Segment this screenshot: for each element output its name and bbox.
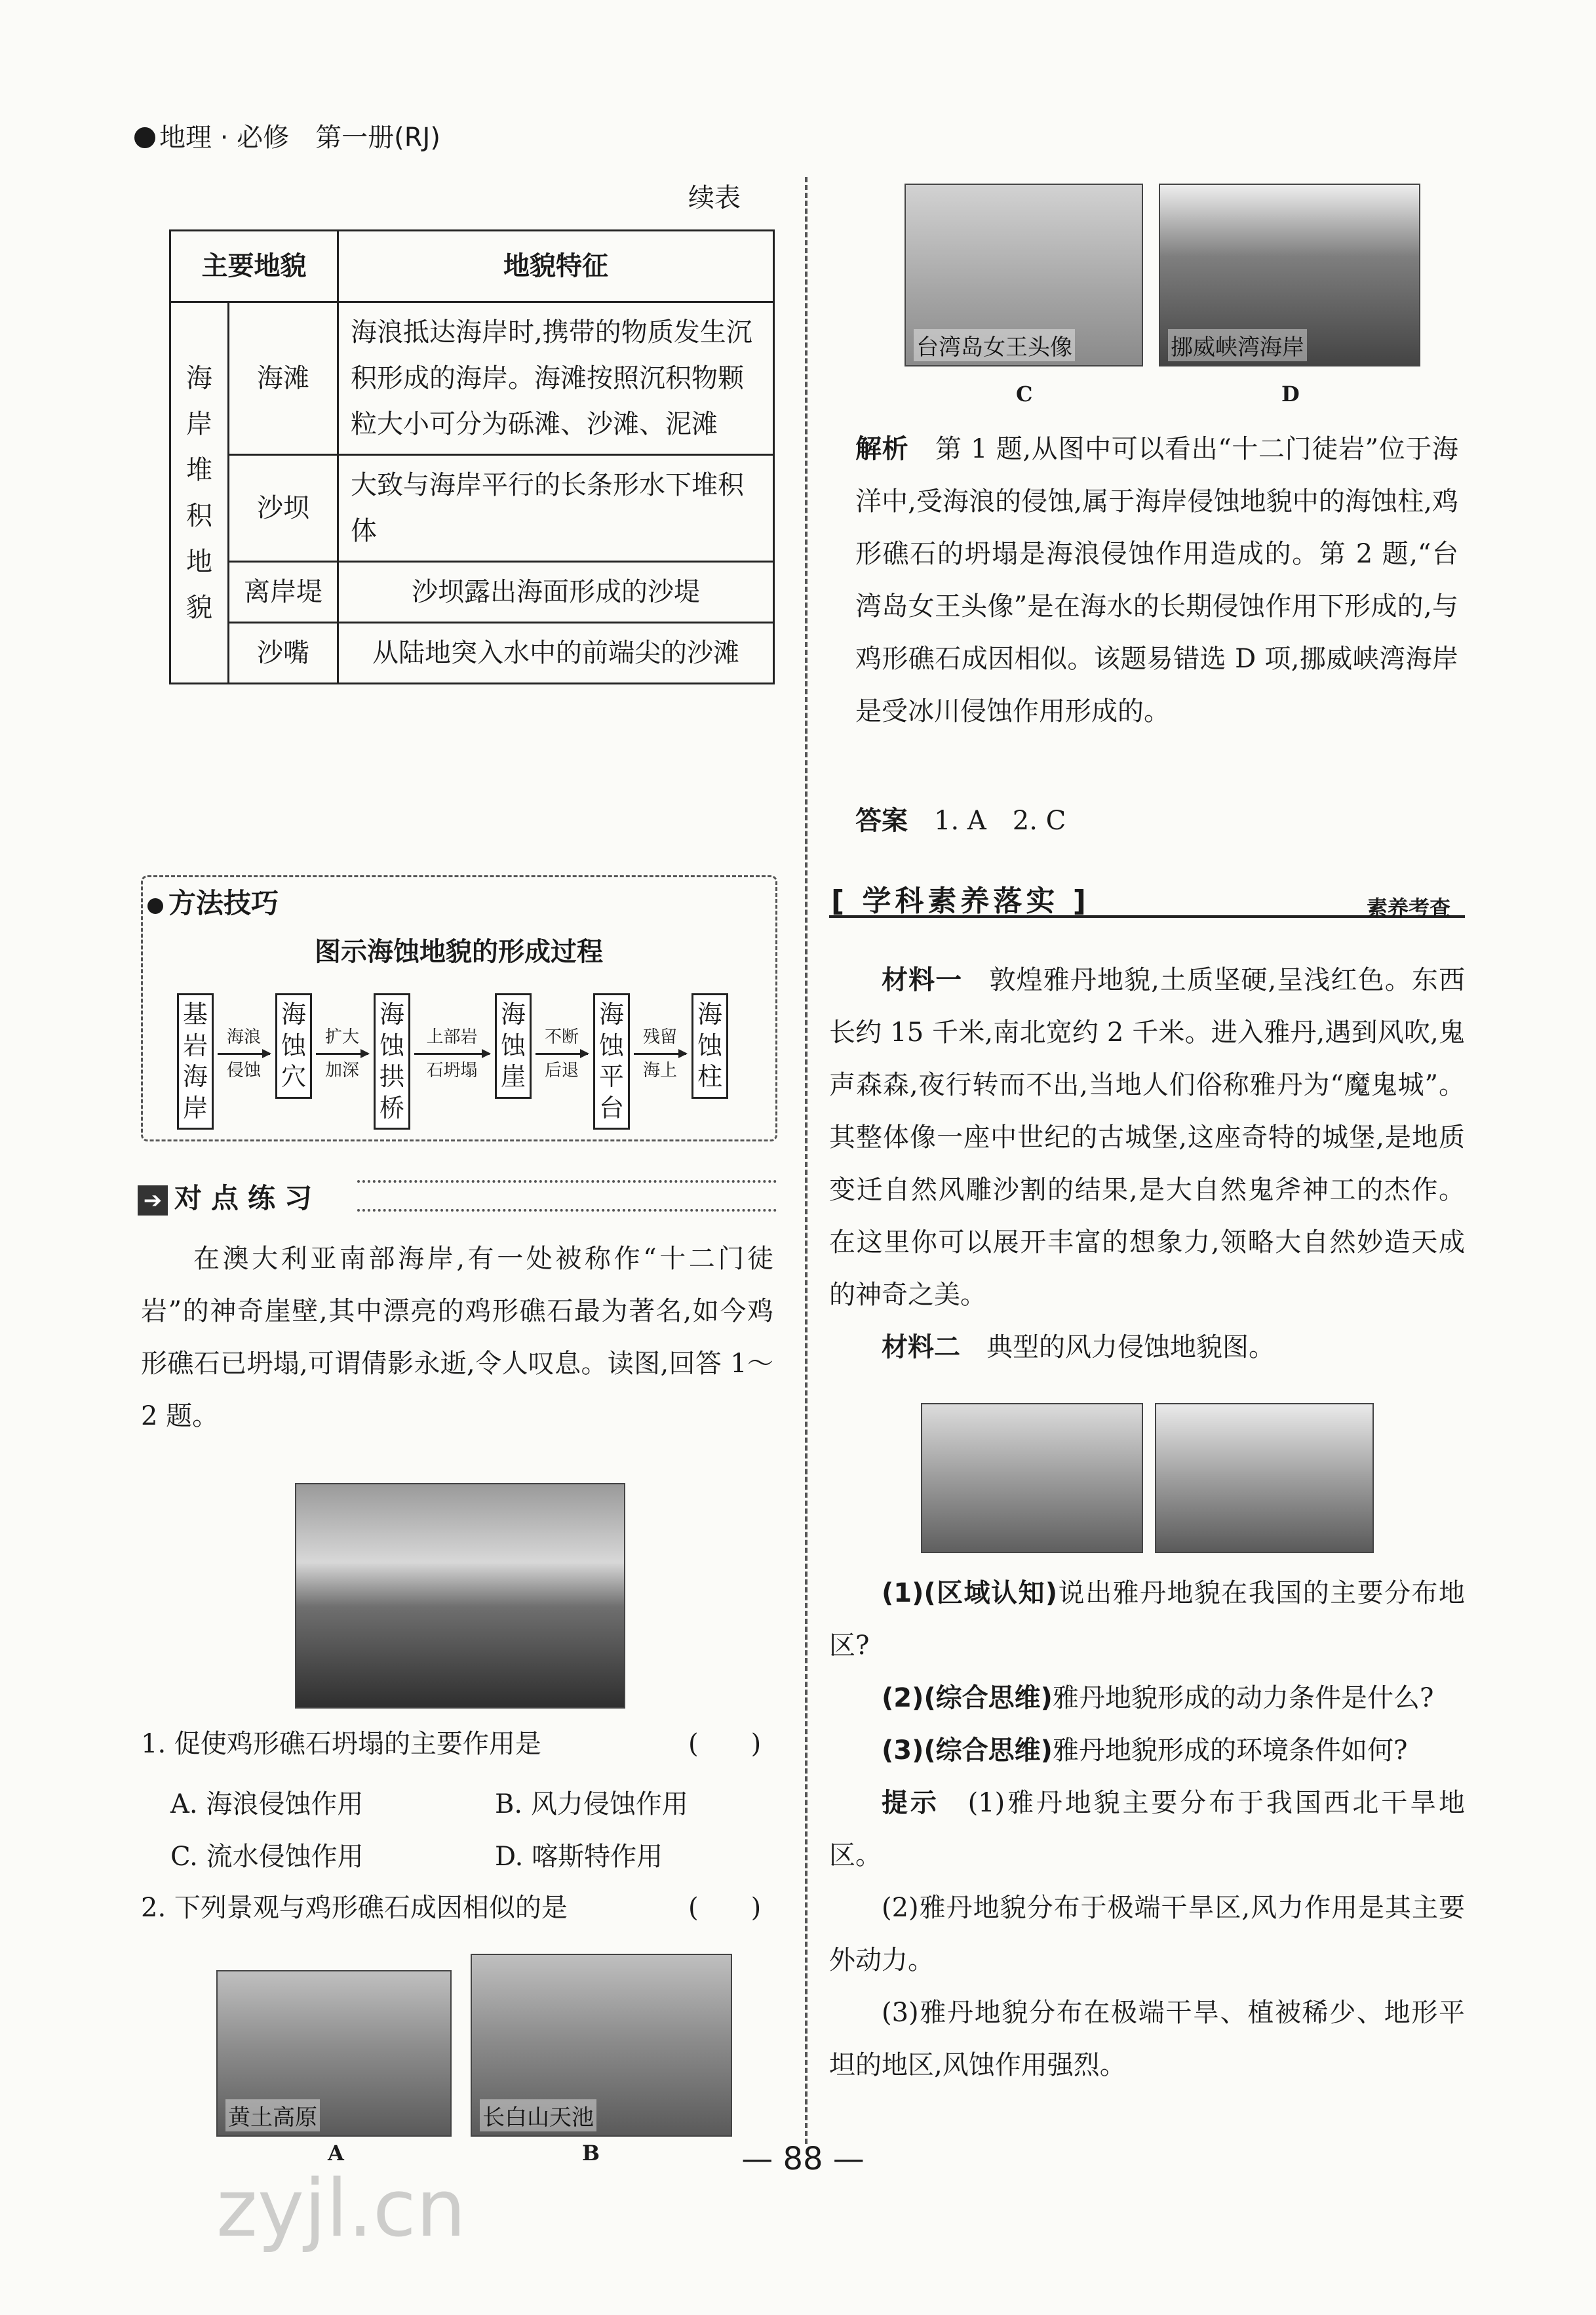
loess-plateau-photo bbox=[216, 1970, 452, 2137]
flow-step: 基岩海岸 bbox=[177, 993, 214, 1130]
photo-label-b: B bbox=[582, 2141, 600, 2166]
row-desc: 从陆地突入水中的前端尖的沙滩 bbox=[338, 623, 774, 684]
material-two: 材料二 典型的风力侵蚀地貌图。 bbox=[882, 1332, 1275, 1362]
answer-line: 答案 1. A 2. C bbox=[855, 806, 1066, 836]
hint-1: 提示 (1)雅丹地貌主要分布于我国西北干旱地区。 bbox=[829, 1788, 1465, 1870]
section-questions bbox=[829, 1567, 1465, 2091]
row-name: 沙坝 bbox=[229, 455, 338, 562]
analysis-text: 解析 第 1 题,从图中可以看出“十二门徒岩”位于海洋中,受海浪的侵蚀,属于海岸侵蚀地貌中的海蚀柱,鸡形礁石的坍塌是海浪侵蚀作用造成的。第 2 题,“台湾岛女王头像”是在海水的长期侵蚀作用下形成的,与鸡形礁石成因相似。该题易错选 D 项,挪威峡湾海岸是受冰川侵蚀作用形成的。 bbox=[855, 434, 1459, 726]
section-q2: (2)(综合思维)雅丹地貌形成的动力条件是什么? bbox=[882, 1683, 1434, 1713]
flow-diagram bbox=[177, 990, 754, 1121]
flow-step: 海蚀柱 bbox=[691, 993, 728, 1099]
practice-heading: ➔ 对点练习 bbox=[138, 1177, 321, 1216]
method-title: 方法技巧 bbox=[147, 882, 279, 921]
flow-arrow: 残留 海上 bbox=[634, 1023, 686, 1085]
row-desc: 海浪抵达海岸时,携带的物质发生沉积形成的海岸。海滩按照沉积物颗粒大小可分为砾滩、沙滩、泥滩 bbox=[338, 302, 774, 455]
answer-paren: ( ) bbox=[688, 1729, 762, 1759]
row-desc: 大致与海岸平行的长条形水下堆积体 bbox=[338, 455, 774, 562]
continued-label: 续表 bbox=[688, 183, 741, 213]
section-q3: (3)(综合思维)雅丹地貌形成的环境条件如何? bbox=[882, 1735, 1408, 1766]
flow-arrow: 不断 后退 bbox=[535, 1023, 588, 1085]
flow-step: 海蚀穴 bbox=[275, 993, 312, 1099]
analysis-label: 解析 bbox=[855, 434, 909, 464]
section-title: [ 学科素养落实 ] bbox=[831, 884, 1090, 918]
row-name: 海滩 bbox=[229, 302, 338, 455]
photo-caption: 长白山天池 bbox=[480, 2099, 596, 2131]
table-header-landform: 主要地貌 bbox=[170, 231, 338, 302]
photo-label-c: C bbox=[1016, 382, 1033, 406]
question-1: 1. 促使鸡形礁石坍塌的主要作用是 bbox=[141, 1729, 541, 1759]
answer-paren: ( ) bbox=[688, 1893, 762, 1923]
flow-arrow: 上部岩 石坍塌 bbox=[414, 1023, 490, 1085]
row-name: 沙嘴 bbox=[229, 623, 338, 684]
row-name: 离岸堤 bbox=[229, 562, 338, 623]
flow-arrow: 海浪 侵蚀 bbox=[218, 1023, 270, 1085]
photo-caption: 黄土高原 bbox=[225, 2099, 320, 2131]
column-divider bbox=[805, 177, 808, 2144]
section-side-label: 素养考查 bbox=[1367, 896, 1451, 920]
photo-label-a: A bbox=[328, 2141, 344, 2166]
row-desc: 沙坝露出海面形成的沙堤 bbox=[338, 562, 774, 623]
bullet-icon bbox=[147, 898, 163, 914]
bullet-icon bbox=[134, 127, 155, 148]
photo-caption: 挪威峡湾海岸 bbox=[1168, 329, 1307, 361]
option-b: B. 风力侵蚀作用 bbox=[495, 1789, 688, 1819]
yardang-photo-1 bbox=[921, 1403, 1143, 1553]
queens-head-photo bbox=[905, 184, 1143, 366]
page-number: — 88 — bbox=[741, 2141, 865, 2177]
yardang-photo-2 bbox=[1155, 1403, 1374, 1553]
landform-table bbox=[169, 229, 775, 684]
flow-step: 海蚀拱桥 bbox=[374, 993, 410, 1130]
tianchi-photo bbox=[471, 1954, 732, 2137]
practice-intro: 在澳大利亚南部海岸,有一处被称作“十二门徒岩”的神奇崖壁,其中漂亮的鸡形礁石最为著名,如今鸡形礁石已坍塌,可谓倩影永逝,令人叹息。读图,回答 1～2 题。 bbox=[141, 1244, 773, 1431]
material-one: 材料一 敦煌雅丹地貌,土质坚硬,呈浅红色。东西长约 15 千米,南北宽约 2 千米。进入雅丹,遇到风吹,鬼声森森,夜行转而不出,当地人们俗称雅丹为“魔鬼城”。其整体像一座中世纪的古城堡,这座奇特的城堡,是地质变迁自然风雕沙割的结果,是大自然鬼斧神工的杰作。在这里你可以展开丰富的想象力,领略大自然妙造天成的神奇之美。 材料二 典型的风力侵蚀地貌图。 bbox=[829, 954, 1465, 1374]
running-header: 地理 · 必修 第一册(RJ) bbox=[134, 117, 440, 154]
hint-3: (3)雅丹地貌分布在极端干旱、植被稀少、地形平坦的地区,风蚀作用强烈。 bbox=[829, 1998, 1465, 2080]
method-subtitle: 图示海蚀地貌的形成过程 bbox=[315, 937, 603, 967]
table-header-feature: 地貌特征 bbox=[338, 231, 774, 302]
flow-arrow: 扩大 加深 bbox=[316, 1023, 368, 1085]
flow-step: 海蚀崖 bbox=[495, 993, 532, 1099]
question-2: 2. 下列景观与鸡形礁石成因相似的是 bbox=[141, 1893, 568, 1923]
option-d: D. 喀斯特作用 bbox=[495, 1842, 663, 1872]
option-a: A. 海浪侵蚀作用 bbox=[170, 1789, 364, 1819]
photo-label-d: D bbox=[1281, 382, 1300, 406]
dotted-rule bbox=[357, 1180, 777, 1212]
hint-2: (2)雅丹地貌分布于极端干旱区,风力作用是其主要外动力。 bbox=[829, 1893, 1465, 1975]
flow-step: 海蚀平台 bbox=[593, 993, 630, 1130]
watermark: zyjl.cn bbox=[216, 2164, 466, 2255]
photo-caption: 台湾岛女王头像 bbox=[914, 329, 1075, 361]
arrow-icon: ➔ bbox=[138, 1185, 168, 1216]
twelve-apostles-photo bbox=[295, 1483, 625, 1709]
option-c: C. 流水侵蚀作用 bbox=[170, 1842, 364, 1872]
norway-fjord-photo bbox=[1159, 184, 1420, 366]
category-cell: 海岸堆积地貌 bbox=[170, 302, 229, 684]
section-q1: (1)(区域认知)说出雅丹地貌在我国的主要分布地区? bbox=[829, 1578, 1465, 1661]
